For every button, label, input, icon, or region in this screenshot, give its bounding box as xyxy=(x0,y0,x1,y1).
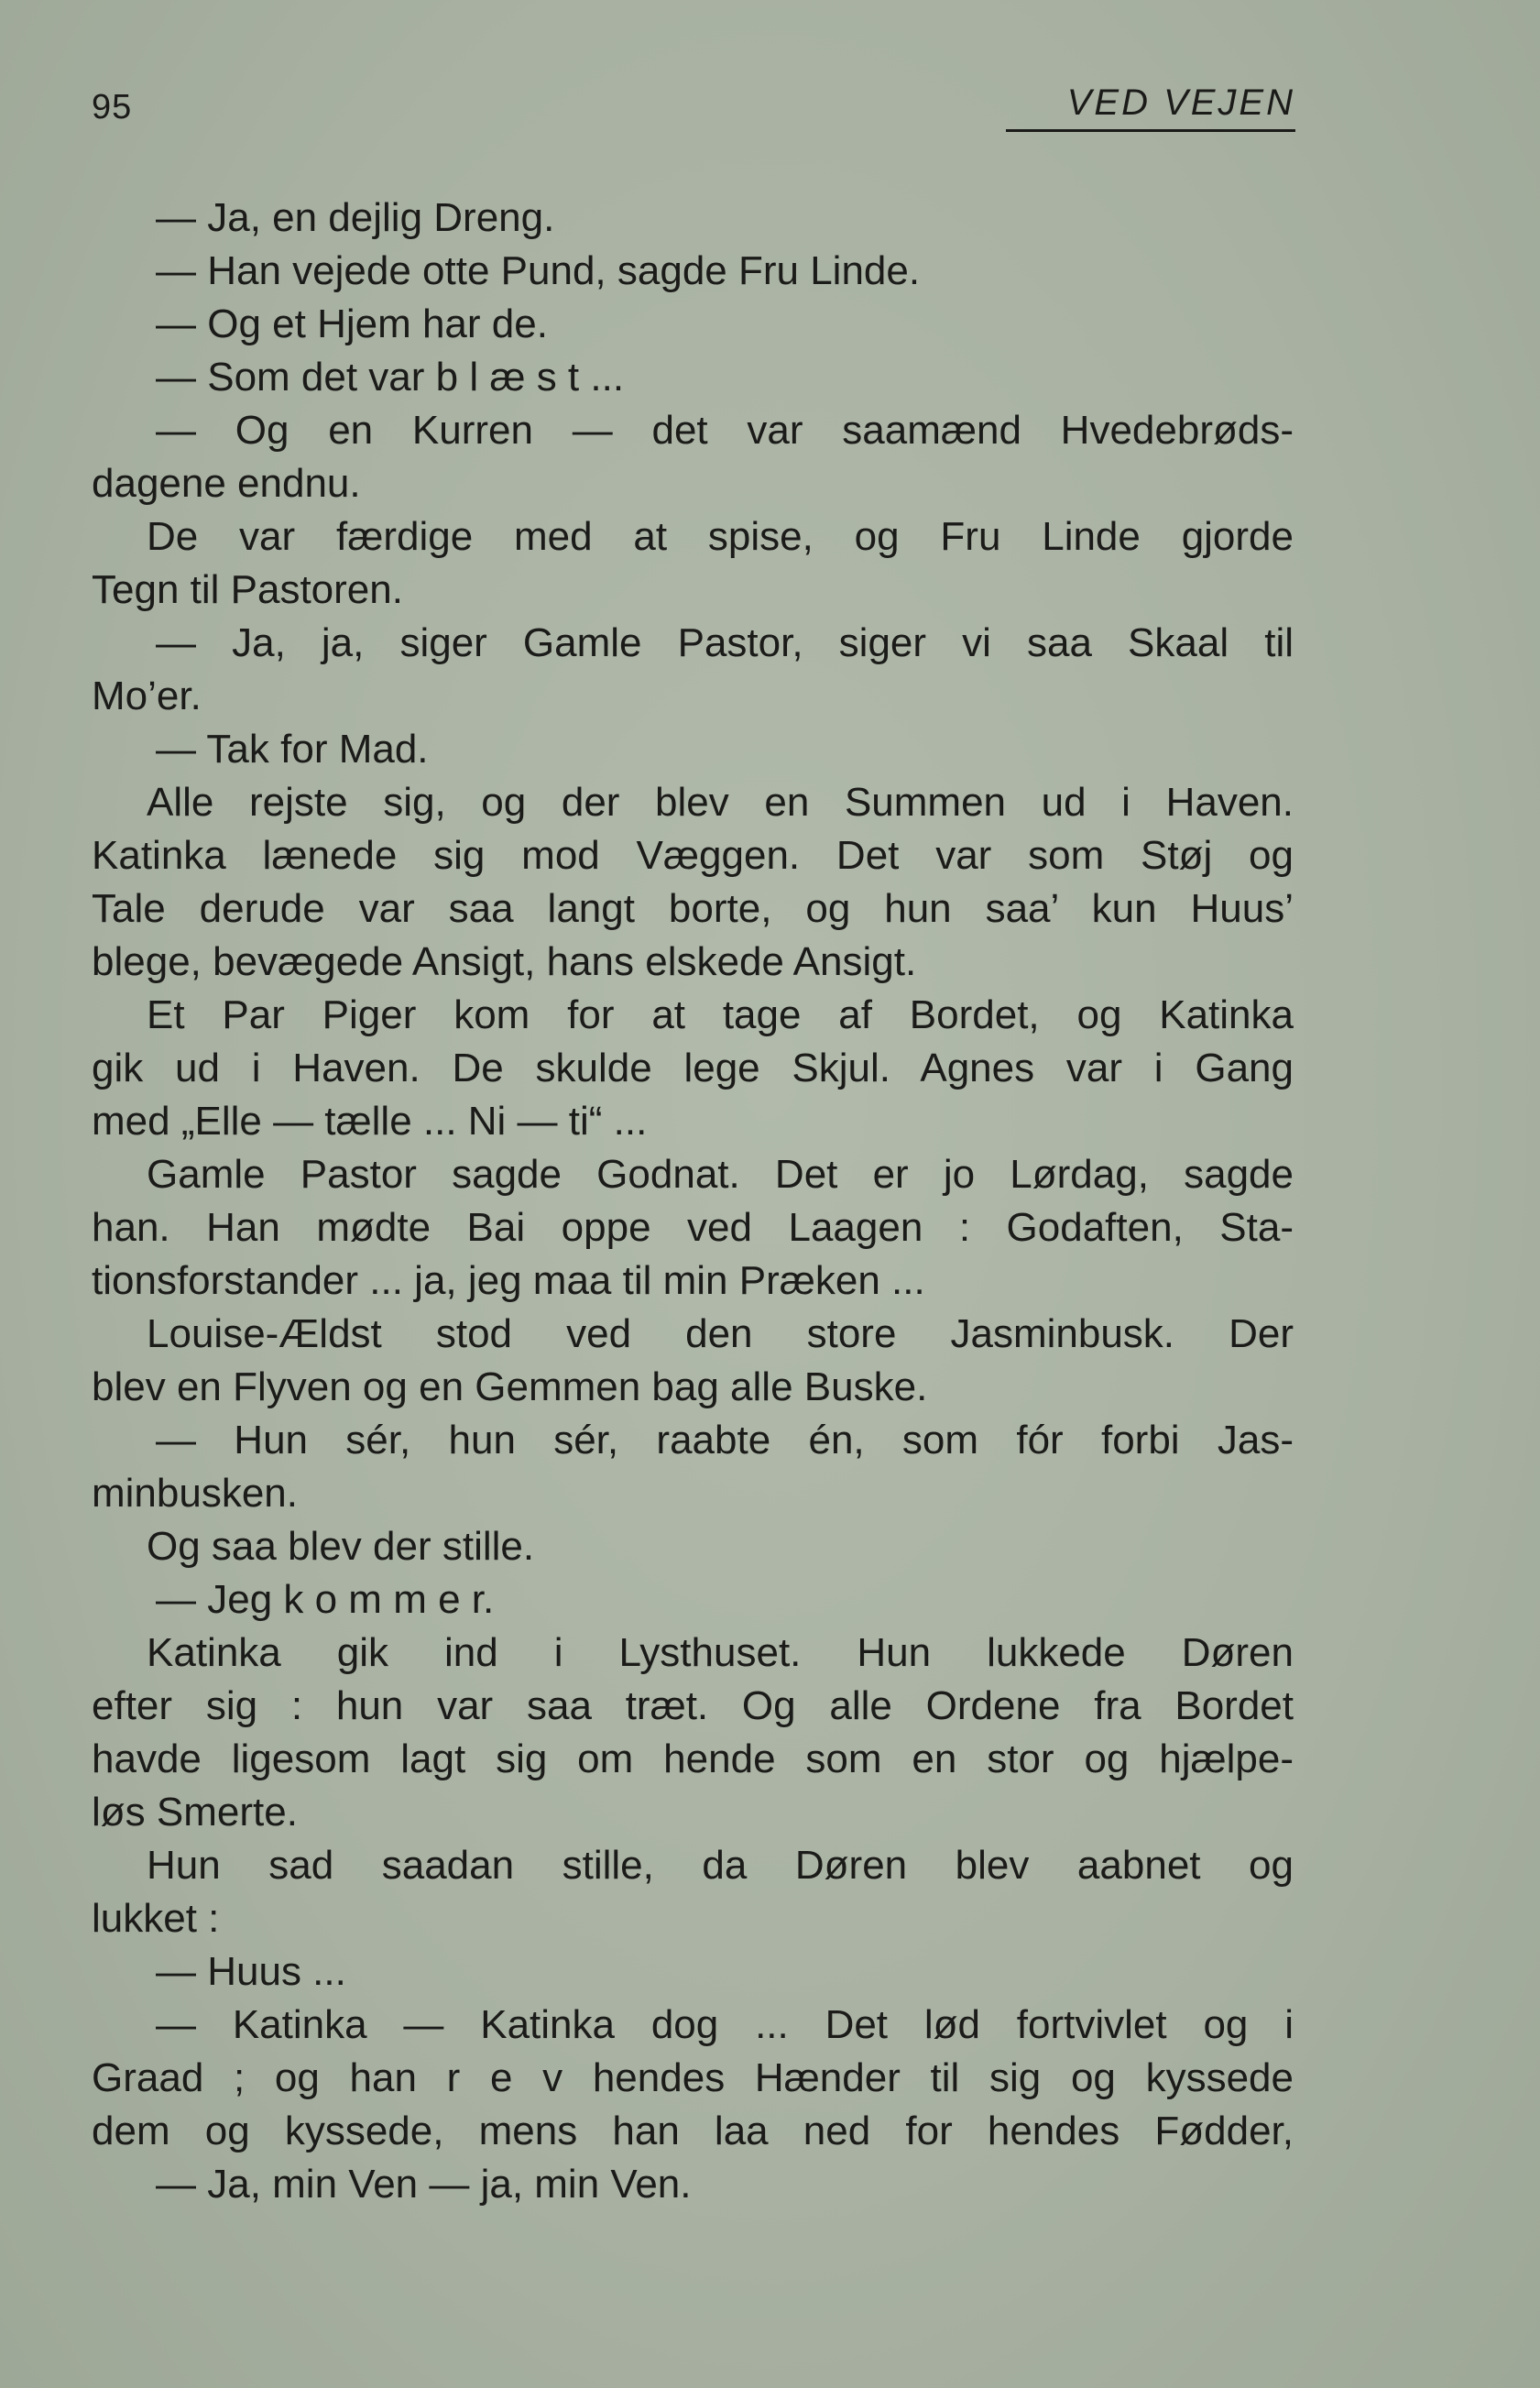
text-line: dem og kyssede, mens han laa ned for hendes Fødder, xyxy=(92,2109,1294,2153)
text-line: lukket : xyxy=(92,1896,220,1941)
text-line: — Jeg k o m m e r. xyxy=(156,1577,495,1622)
text-line: — Huus ... xyxy=(156,1949,346,1994)
text-line: Tegn til Pastoren. xyxy=(92,567,403,612)
text-line: — Og en Kurren — det var saamænd Hvedebrøds- xyxy=(156,408,1294,453)
text-line: efter sig : hun var saa træt. Og alle Ordene fra Bordet xyxy=(92,1683,1294,1728)
text-line: — Han vejede otte Pund, sagde Fru Linde. xyxy=(156,248,921,293)
text-line: løs Smerte. xyxy=(92,1790,298,1835)
text-line: Mo’er. xyxy=(92,674,202,718)
text-line: blev en Flyven og en Gemmen bag alle Buske. xyxy=(92,1364,928,1409)
body-text xyxy=(92,192,1294,2211)
text-line: Graad ; og han r e v hendes Hænder til sig og kyssede xyxy=(92,2055,1294,2100)
text-line: Gamle Pastor sagde Godnat. Det er jo Lørdag, sagde xyxy=(147,1152,1294,1197)
text-line: Katinka lænede sig mod Væggen. Det var som Støj og xyxy=(92,833,1294,878)
text-line: havde ligesom lagt sig om hende som en stor og hjælpe- xyxy=(92,1736,1294,1781)
running-title: VED VEJEN xyxy=(1006,82,1295,132)
text-line: Tale derude var saa langt borte, og hun saa’ kun Huus’ xyxy=(92,886,1294,931)
text-line: — Ja, min Ven — ja, min Ven. xyxy=(156,2162,692,2207)
text-line: Hun sad saadan stille, da Døren blev aabnet og xyxy=(147,1843,1294,1888)
text-line: Alle rejste sig, og der blev en Summen ud i Haven. xyxy=(147,780,1294,825)
text-line: minbusken. xyxy=(92,1471,299,1516)
text-line: — Katinka — Katinka dog ... Det lød fortvivlet og i xyxy=(156,2002,1294,2047)
text-line: Og saa blev der stille. xyxy=(147,1524,535,1569)
text-line: Louise-Ældst stod ved den store Jasminbusk. Der xyxy=(147,1311,1294,1356)
text-line: blege, bevægede Ansigt, hans elskede Ansigt. xyxy=(92,939,917,984)
text-line: med „Elle — tælle ... Ni — ti“ ... xyxy=(92,1099,648,1144)
text-line: Et Par Piger kom for at tage af Bordet, og Katinka xyxy=(147,992,1294,1037)
text-line: — Ja, en dejlig Dreng. xyxy=(156,195,555,240)
text-line: Katinka gik ind i Lysthuset. Hun lukkede Døren xyxy=(147,1630,1294,1675)
text-line: — Hun sér, hun sér, raabte én, som fór forbi Jas- xyxy=(156,1418,1294,1462)
text-line: — Og et Hjem har de. xyxy=(156,301,548,346)
text-line: tionsforstander ... ja, jeg maa til min Præken ... xyxy=(92,1258,925,1303)
text-line: han. Han mødte Bai oppe ved Laagen : Godaften, Sta- xyxy=(92,1205,1294,1250)
page-number: 95 xyxy=(92,88,133,126)
text-line: De var færdige med at spise, og Fru Linde gjorde xyxy=(147,514,1294,559)
text-line: gik ud i Haven. De skulde lege Skjul. Agnes var i Gang xyxy=(92,1046,1294,1090)
text-line: — Som det var b l æ s t ... xyxy=(156,355,625,400)
text-line: — Tak for Mad. xyxy=(156,727,429,772)
text-line: — Ja, ja, siger Gamle Pastor, siger vi saa Skaal til xyxy=(156,620,1294,665)
text-line: dagene endnu. xyxy=(92,461,361,506)
